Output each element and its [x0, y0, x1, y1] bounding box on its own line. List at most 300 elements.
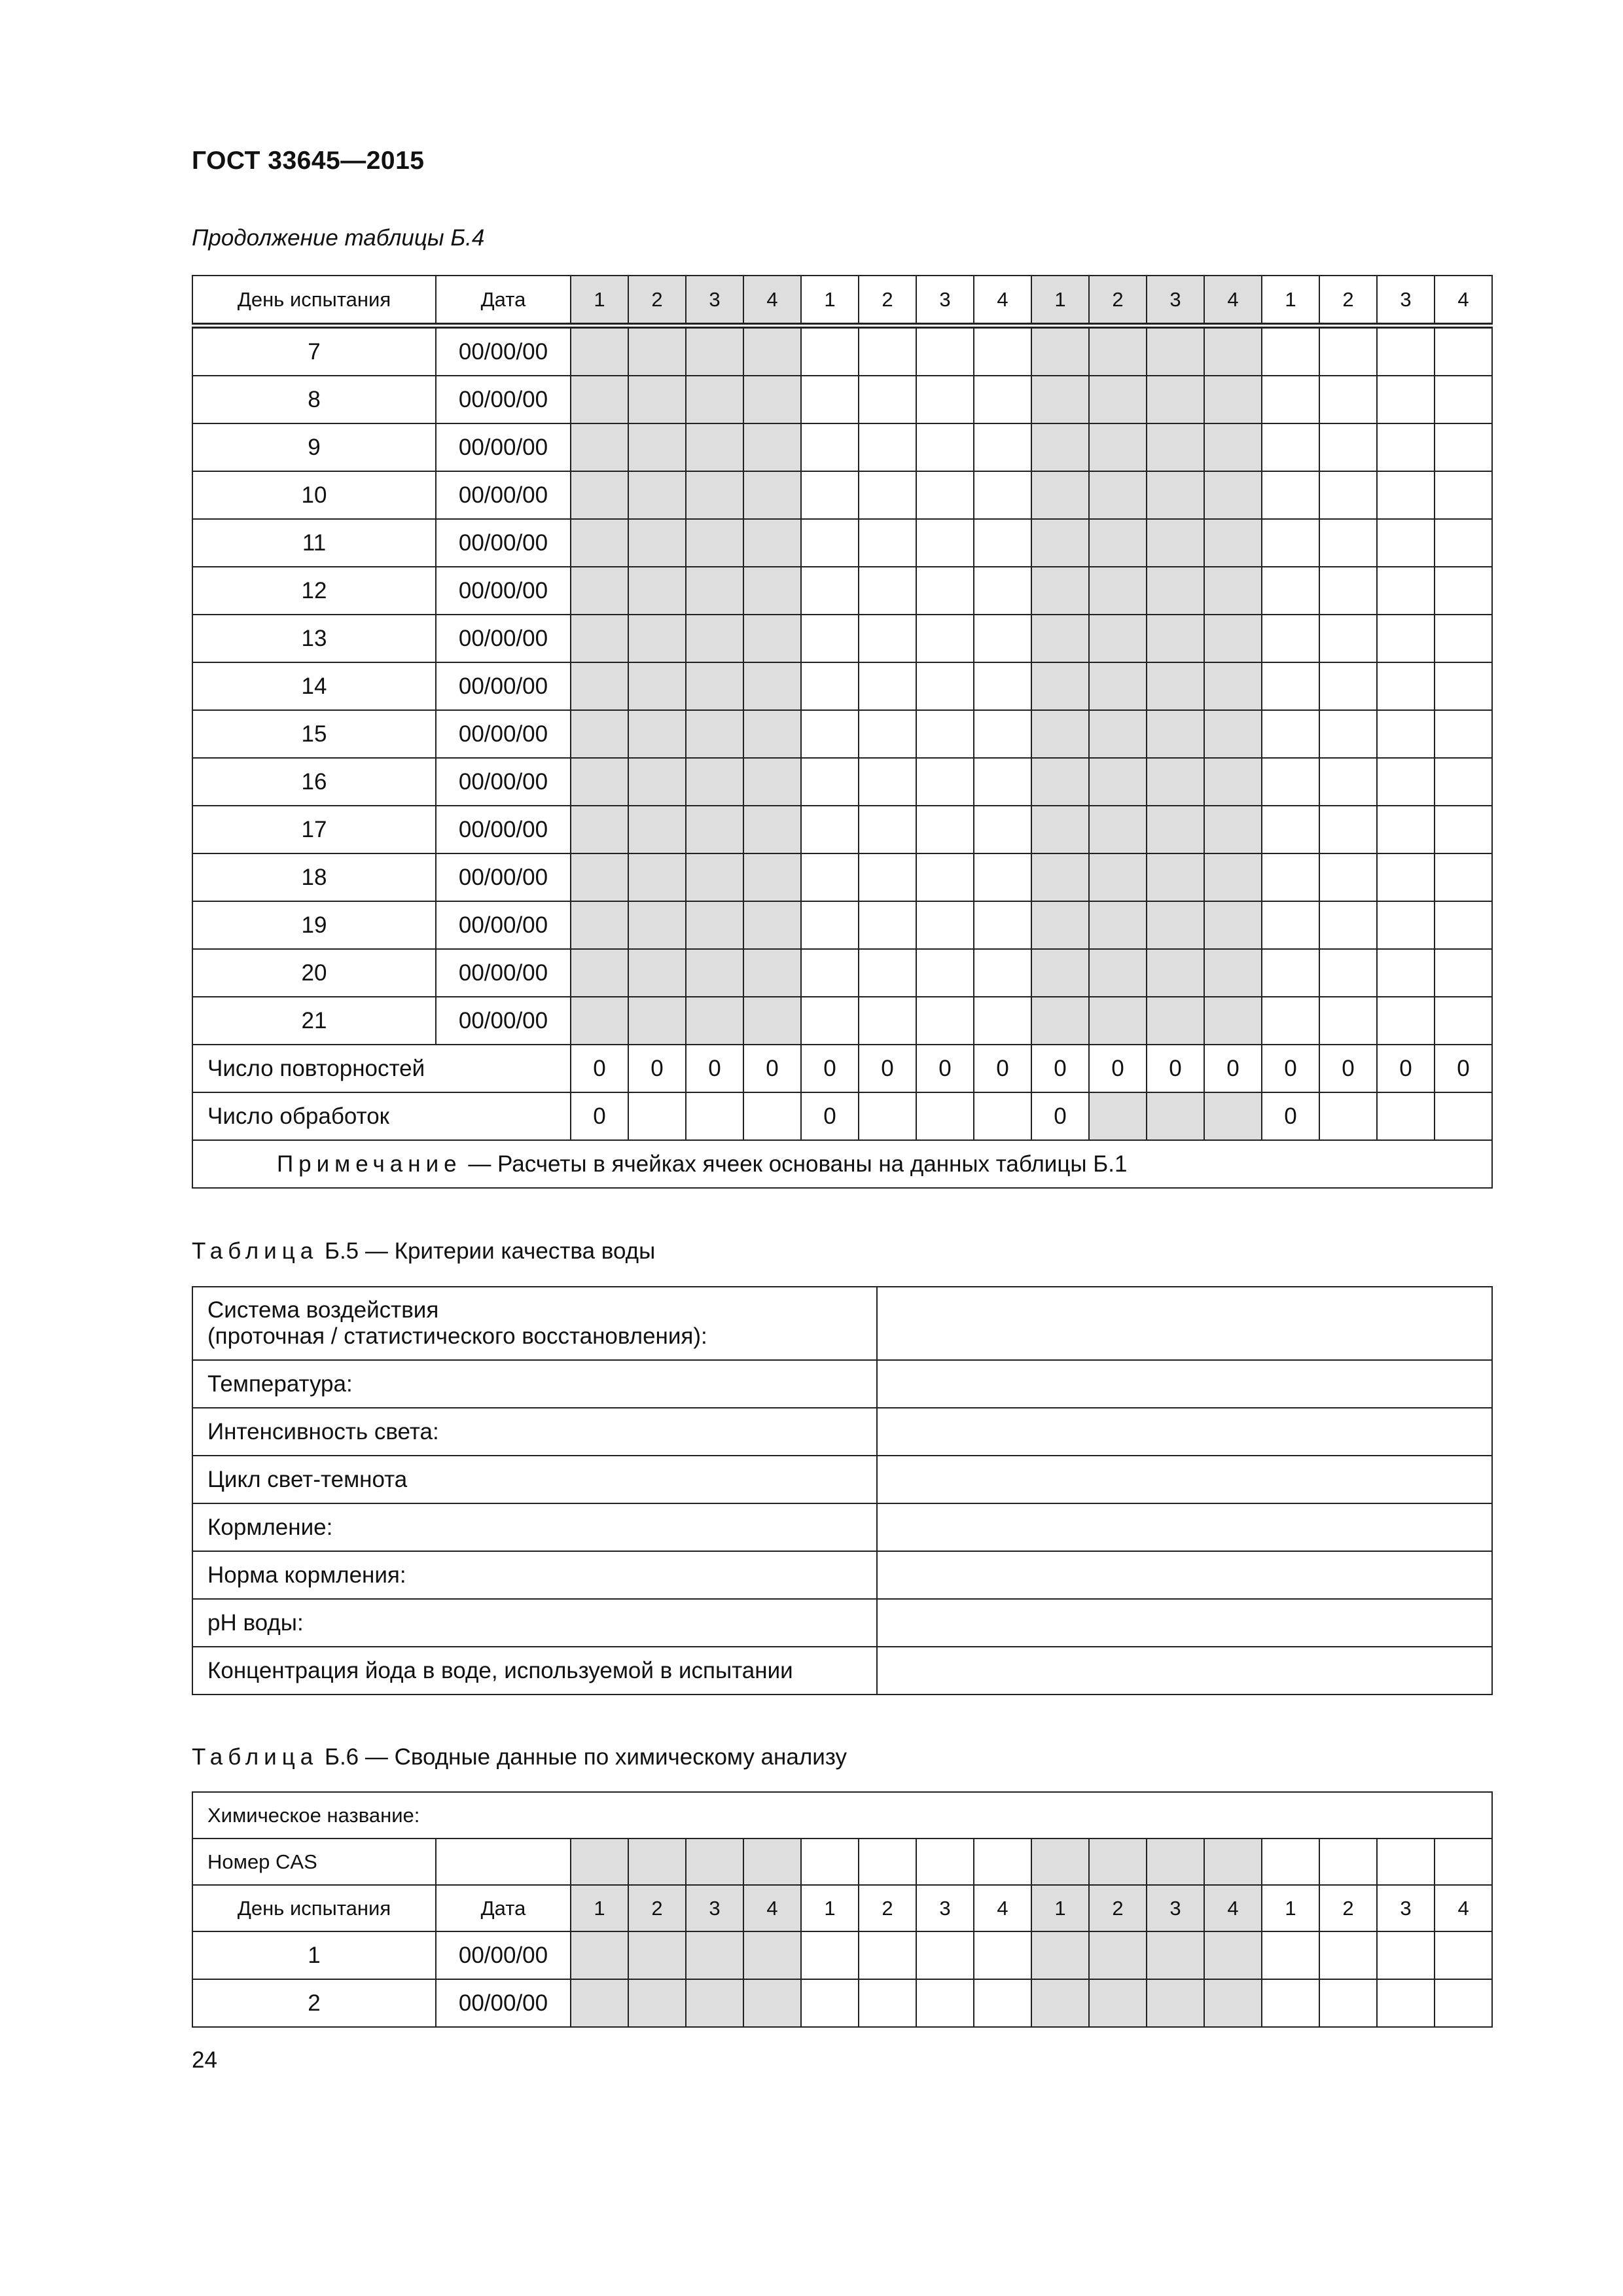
data-cell — [1262, 662, 1319, 710]
header-replicate-cell: 1 — [1262, 1885, 1319, 1931]
data-cell — [801, 423, 859, 471]
header-replicate-cell: 3 — [916, 1885, 974, 1931]
data-cell — [1147, 758, 1204, 806]
data-cell — [1319, 1839, 1377, 1885]
data-cell — [1204, 1839, 1262, 1885]
data-cell — [571, 710, 628, 758]
header-replicate-cell: 1 — [571, 1885, 628, 1931]
day-cell: 10 — [192, 471, 436, 519]
data-cell — [801, 471, 859, 519]
header-replicate-cell: 3 — [1377, 1885, 1435, 1931]
day-cell: 15 — [192, 710, 436, 758]
data-cell — [1089, 901, 1147, 949]
data-cell — [686, 758, 743, 806]
replicate-count-label: Число повторностей — [192, 1045, 571, 1092]
data-cell — [974, 1979, 1031, 2027]
header-replicate-cell: 2 — [628, 1885, 686, 1931]
data-cell — [859, 519, 916, 567]
data-cell — [974, 376, 1031, 423]
data-cell — [916, 806, 974, 853]
data-cell — [1031, 1979, 1089, 2027]
criterion-label: Норма кормления: — [192, 1551, 877, 1599]
data-cell — [1262, 519, 1319, 567]
day-cell: 14 — [192, 662, 436, 710]
treatment-count-row — [192, 1092, 1492, 1140]
data-cell — [743, 567, 801, 615]
data-cell — [1435, 710, 1492, 758]
data-cell — [1377, 949, 1435, 997]
data-cell — [859, 615, 916, 662]
cas-row — [192, 1839, 1492, 1885]
data-cell — [1089, 758, 1147, 806]
data-cell — [974, 710, 1031, 758]
treatment-count-cell — [743, 1092, 801, 1140]
header-day-cell: День испытания — [192, 1885, 436, 1931]
data-cell — [1089, 710, 1147, 758]
data-cell — [1204, 423, 1262, 471]
criterion-value — [877, 1456, 1492, 1503]
header-replicate-cell: 1 — [571, 276, 628, 326]
data-cell — [801, 1931, 859, 1979]
data-cell — [916, 662, 974, 710]
data-cell — [571, 567, 628, 615]
replicate-count-cell: 0 — [686, 1045, 743, 1092]
data-cell — [1262, 806, 1319, 853]
data-cell — [1204, 471, 1262, 519]
data-cell — [1204, 567, 1262, 615]
data-cell — [571, 326, 628, 376]
data-cell — [859, 853, 916, 901]
data-cell — [801, 662, 859, 710]
data-cell — [859, 806, 916, 853]
header-replicate-cell: 2 — [1319, 1885, 1377, 1931]
treatment-count-cell: 0 — [1031, 1092, 1089, 1140]
treatment-count-cell — [1204, 1092, 1262, 1140]
criterion-value — [877, 1599, 1492, 1647]
data-cell — [1089, 1979, 1147, 2027]
data-cell — [686, 519, 743, 567]
criterion-value — [877, 1360, 1492, 1408]
data-cell — [1089, 662, 1147, 710]
data-cell — [916, 519, 974, 567]
date-cell: 00/00/00 — [436, 567, 571, 615]
data-cell — [1204, 806, 1262, 853]
data-cell — [1319, 901, 1377, 949]
chem-name-label: Химическое название: — [192, 1792, 1492, 1839]
treatment-count-cell — [916, 1092, 974, 1140]
data-cell — [1319, 1931, 1377, 1979]
data-cell — [743, 471, 801, 519]
date-cell: 00/00/00 — [436, 1979, 571, 2027]
header-replicate-cell: 3 — [916, 276, 974, 326]
header-replicate-cell: 3 — [1377, 276, 1435, 326]
data-cell — [916, 1839, 974, 1885]
data-cell — [1435, 853, 1492, 901]
data-cell — [1377, 519, 1435, 567]
data-cell — [571, 806, 628, 853]
header-date-cell: Дата — [436, 1885, 571, 1931]
criterion-value — [877, 1647, 1492, 1695]
data-cell — [1377, 326, 1435, 376]
table-row — [192, 662, 1492, 710]
data-cell — [1435, 567, 1492, 615]
data-cell — [686, 376, 743, 423]
criterion-label: Концентрация йода в воде, используемой в испытании — [192, 1647, 877, 1695]
criterion-label: pH воды: — [192, 1599, 877, 1647]
data-cell — [801, 1979, 859, 2027]
data-cell — [1031, 519, 1089, 567]
data-cell — [1319, 423, 1377, 471]
note-row — [192, 1140, 1492, 1188]
header-replicate-cell: 3 — [686, 1885, 743, 1931]
data-cell — [571, 758, 628, 806]
day-cell: 19 — [192, 901, 436, 949]
data-cell — [1435, 423, 1492, 471]
data-cell — [801, 376, 859, 423]
document-header: ГОСТ 33645—2015 — [192, 147, 425, 175]
treatment-count-cell: 0 — [801, 1092, 859, 1140]
date-cell: 00/00/00 — [436, 615, 571, 662]
criterion-value — [877, 1551, 1492, 1599]
data-cell — [974, 326, 1031, 376]
data-cell — [743, 949, 801, 997]
data-cell — [1204, 326, 1262, 376]
data-cell — [1262, 1979, 1319, 2027]
table-b5-caption-prefix: Таблица — [192, 1238, 319, 1264]
header-replicate-cell: 1 — [801, 276, 859, 326]
data-cell — [1204, 901, 1262, 949]
data-cell — [743, 615, 801, 662]
data-cell — [859, 471, 916, 519]
data-cell — [859, 710, 916, 758]
data-cell — [1435, 615, 1492, 662]
treatment-count-cell — [1089, 1092, 1147, 1140]
day-cell: 1 — [192, 1931, 436, 1979]
data-cell — [801, 519, 859, 567]
data-cell — [628, 853, 686, 901]
data-cell — [628, 1931, 686, 1979]
data-cell — [1147, 1931, 1204, 1979]
data-cell — [859, 326, 916, 376]
header-replicate-cell: 4 — [974, 276, 1031, 326]
data-cell — [801, 615, 859, 662]
data-cell — [1262, 710, 1319, 758]
replicate-count-cell: 0 — [1147, 1045, 1204, 1092]
day-cell: 11 — [192, 519, 436, 567]
date-cell: 00/00/00 — [436, 949, 571, 997]
day-cell: 18 — [192, 853, 436, 901]
data-cell — [1089, 326, 1147, 376]
data-cell — [1147, 853, 1204, 901]
data-cell — [916, 997, 974, 1045]
data-cell — [1089, 519, 1147, 567]
data-cell — [859, 949, 916, 997]
data-cell — [743, 806, 801, 853]
data-cell — [1377, 471, 1435, 519]
data-cell — [1377, 662, 1435, 710]
data-cell — [859, 1931, 916, 1979]
data-cell — [1204, 615, 1262, 662]
header-date-cell: Дата — [436, 276, 571, 326]
data-cell — [916, 615, 974, 662]
table-row — [192, 1931, 1492, 1979]
data-cell — [1204, 710, 1262, 758]
data-cell — [743, 376, 801, 423]
data-cell — [628, 567, 686, 615]
data-cell — [974, 997, 1031, 1045]
data-cell — [1435, 471, 1492, 519]
table-row — [192, 423, 1492, 471]
data-cell — [571, 997, 628, 1045]
table-b4 — [192, 275, 1493, 1189]
data-cell — [1031, 376, 1089, 423]
data-cell — [571, 423, 628, 471]
data-cell — [1031, 423, 1089, 471]
data-cell — [686, 615, 743, 662]
data-cell — [1262, 615, 1319, 662]
data-cell — [1319, 471, 1377, 519]
data-cell — [1262, 423, 1319, 471]
table-row — [192, 326, 1492, 376]
data-cell — [1377, 1839, 1435, 1885]
data-cell — [974, 901, 1031, 949]
date-cell: 00/00/00 — [436, 423, 571, 471]
data-cell — [571, 615, 628, 662]
data-cell — [1031, 615, 1089, 662]
data-cell — [628, 615, 686, 662]
day-cell: 7 — [192, 326, 436, 376]
header-replicate-cell: 4 — [1435, 276, 1492, 326]
data-cell — [974, 853, 1031, 901]
table-row — [192, 1287, 1492, 1360]
data-cell — [801, 806, 859, 853]
data-cell — [859, 567, 916, 615]
data-cell — [1435, 1839, 1492, 1885]
data-cell — [743, 710, 801, 758]
data-cell — [686, 471, 743, 519]
data-cell — [1377, 1979, 1435, 2027]
table-b6-header-row — [192, 1885, 1492, 1931]
table-row — [192, 1456, 1492, 1503]
data-cell — [1089, 997, 1147, 1045]
data-cell — [628, 423, 686, 471]
header-replicate-cell: 1 — [1031, 1885, 1089, 1931]
data-cell — [1089, 567, 1147, 615]
data-cell — [1319, 853, 1377, 901]
data-cell — [686, 710, 743, 758]
data-cell — [916, 853, 974, 901]
data-cell — [974, 423, 1031, 471]
data-cell — [743, 1839, 801, 1885]
data-cell — [801, 949, 859, 997]
data-cell — [1204, 1931, 1262, 1979]
data-cell — [859, 662, 916, 710]
treatment-count-cell: 0 — [1262, 1092, 1319, 1140]
table-row — [192, 1979, 1492, 2027]
day-cell: 17 — [192, 806, 436, 853]
header-replicate-cell: 4 — [1435, 1885, 1492, 1931]
replicate-count-cell: 0 — [916, 1045, 974, 1092]
criterion-label: Интенсивность света: — [192, 1408, 877, 1456]
data-cell — [974, 806, 1031, 853]
data-cell — [571, 1839, 628, 1885]
table-row — [192, 567, 1492, 615]
data-cell — [743, 901, 801, 949]
header-replicate-cell: 2 — [859, 1885, 916, 1931]
header-replicate-cell: 2 — [1089, 1885, 1147, 1931]
data-cell — [1377, 806, 1435, 853]
date-cell: 00/00/00 — [436, 662, 571, 710]
replicate-count-cell: 0 — [571, 1045, 628, 1092]
date-cell: 00/00/00 — [436, 997, 571, 1045]
data-cell — [1319, 615, 1377, 662]
data-cell — [743, 1979, 801, 2027]
treatment-count-cell — [859, 1092, 916, 1140]
data-cell — [1031, 853, 1089, 901]
criterion-label: Кормление: — [192, 1503, 877, 1551]
data-cell — [628, 806, 686, 853]
data-cell — [1204, 949, 1262, 997]
data-cell — [1262, 997, 1319, 1045]
data-cell — [859, 1979, 916, 2027]
data-cell — [1031, 471, 1089, 519]
table-b4-caption: Продолжение таблицы Б.4 — [192, 225, 485, 251]
data-cell — [628, 710, 686, 758]
data-cell — [801, 997, 859, 1045]
data-cell — [743, 997, 801, 1045]
data-cell — [1147, 326, 1204, 376]
data-cell — [974, 615, 1031, 662]
data-cell — [1031, 710, 1089, 758]
data-cell — [916, 326, 974, 376]
table-row — [192, 615, 1492, 662]
data-cell — [859, 997, 916, 1045]
replicate-count-cell: 0 — [859, 1045, 916, 1092]
treatment-count-cell — [1435, 1092, 1492, 1140]
data-cell — [1031, 997, 1089, 1045]
data-cell — [801, 710, 859, 758]
replicate-count-cell: 0 — [743, 1045, 801, 1092]
data-cell — [686, 853, 743, 901]
treatment-count-cell — [1147, 1092, 1204, 1140]
table-row — [192, 1599, 1492, 1647]
table-b6-caption-prefix: Таблица — [192, 1744, 319, 1770]
data-cell — [571, 1979, 628, 2027]
data-cell — [1377, 901, 1435, 949]
table-row — [192, 806, 1492, 853]
data-cell — [1089, 615, 1147, 662]
data-cell — [974, 662, 1031, 710]
data-cell — [859, 1839, 916, 1885]
data-cell — [686, 1839, 743, 1885]
data-cell — [1377, 615, 1435, 662]
data-cell — [1147, 949, 1204, 997]
data-cell — [628, 519, 686, 567]
data-cell — [686, 1979, 743, 2027]
data-cell — [801, 853, 859, 901]
data-cell — [571, 519, 628, 567]
data-cell — [1435, 806, 1492, 853]
header-replicate-cell: 2 — [628, 276, 686, 326]
data-cell — [628, 376, 686, 423]
data-cell — [1377, 567, 1435, 615]
replicate-count-cell: 0 — [628, 1045, 686, 1092]
header-replicate-cell: 3 — [1147, 276, 1204, 326]
data-cell — [628, 1979, 686, 2027]
table-row — [192, 901, 1492, 949]
data-cell — [801, 901, 859, 949]
data-cell — [571, 853, 628, 901]
data-cell — [801, 567, 859, 615]
data-cell — [1147, 471, 1204, 519]
data-cell — [859, 423, 916, 471]
header-replicate-cell: 3 — [686, 276, 743, 326]
table-note — [192, 1140, 1492, 1188]
data-cell — [1089, 1931, 1147, 1979]
note-text: — Расчеты в ячейках ячеек основаны на данных таблицы Б.1 — [468, 1151, 1128, 1177]
data-cell — [1377, 423, 1435, 471]
table-b6-caption-text: Б.6 — Сводные данные по химическому анализу — [324, 1744, 847, 1770]
replicate-count-cell: 0 — [1031, 1045, 1089, 1092]
treatment-count-cell — [686, 1092, 743, 1140]
data-cell — [1089, 853, 1147, 901]
data-cell — [1031, 806, 1089, 853]
day-cell: 16 — [192, 758, 436, 806]
date-cell: 00/00/00 — [436, 901, 571, 949]
data-cell — [743, 519, 801, 567]
criterion-label: Температура: — [192, 1360, 877, 1408]
data-cell — [1204, 758, 1262, 806]
data-cell — [1377, 710, 1435, 758]
data-cell — [571, 901, 628, 949]
data-cell — [1089, 1839, 1147, 1885]
data-cell — [1147, 376, 1204, 423]
data-cell — [859, 376, 916, 423]
data-cell — [1089, 806, 1147, 853]
table-b5-caption-text: Б.5 — Критерии качества воды — [324, 1238, 656, 1264]
data-cell — [1435, 758, 1492, 806]
criterion-value — [877, 1287, 1492, 1360]
data-cell — [1147, 662, 1204, 710]
data-cell — [686, 997, 743, 1045]
date-cell: 00/00/00 — [436, 806, 571, 853]
header-replicate-cell: 4 — [974, 1885, 1031, 1931]
data-cell — [916, 901, 974, 949]
table-row — [192, 1408, 1492, 1456]
data-cell — [1147, 1979, 1204, 2027]
data-cell — [916, 1931, 974, 1979]
replicate-count-cell: 0 — [1319, 1045, 1377, 1092]
data-cell — [1262, 853, 1319, 901]
data-cell — [686, 806, 743, 853]
data-cell — [628, 662, 686, 710]
data-cell — [1319, 710, 1377, 758]
data-cell — [1089, 423, 1147, 471]
header-replicate-cell: 3 — [1147, 1885, 1204, 1931]
data-cell — [1204, 376, 1262, 423]
table-row — [192, 519, 1492, 567]
data-cell — [1089, 949, 1147, 997]
treatment-count-cell — [628, 1092, 686, 1140]
cas-value — [436, 1839, 571, 1885]
data-cell — [859, 901, 916, 949]
data-cell — [1031, 758, 1089, 806]
data-cell — [974, 949, 1031, 997]
data-cell — [1435, 949, 1492, 997]
day-cell: 13 — [192, 615, 436, 662]
data-cell — [1262, 567, 1319, 615]
data-cell — [1147, 423, 1204, 471]
